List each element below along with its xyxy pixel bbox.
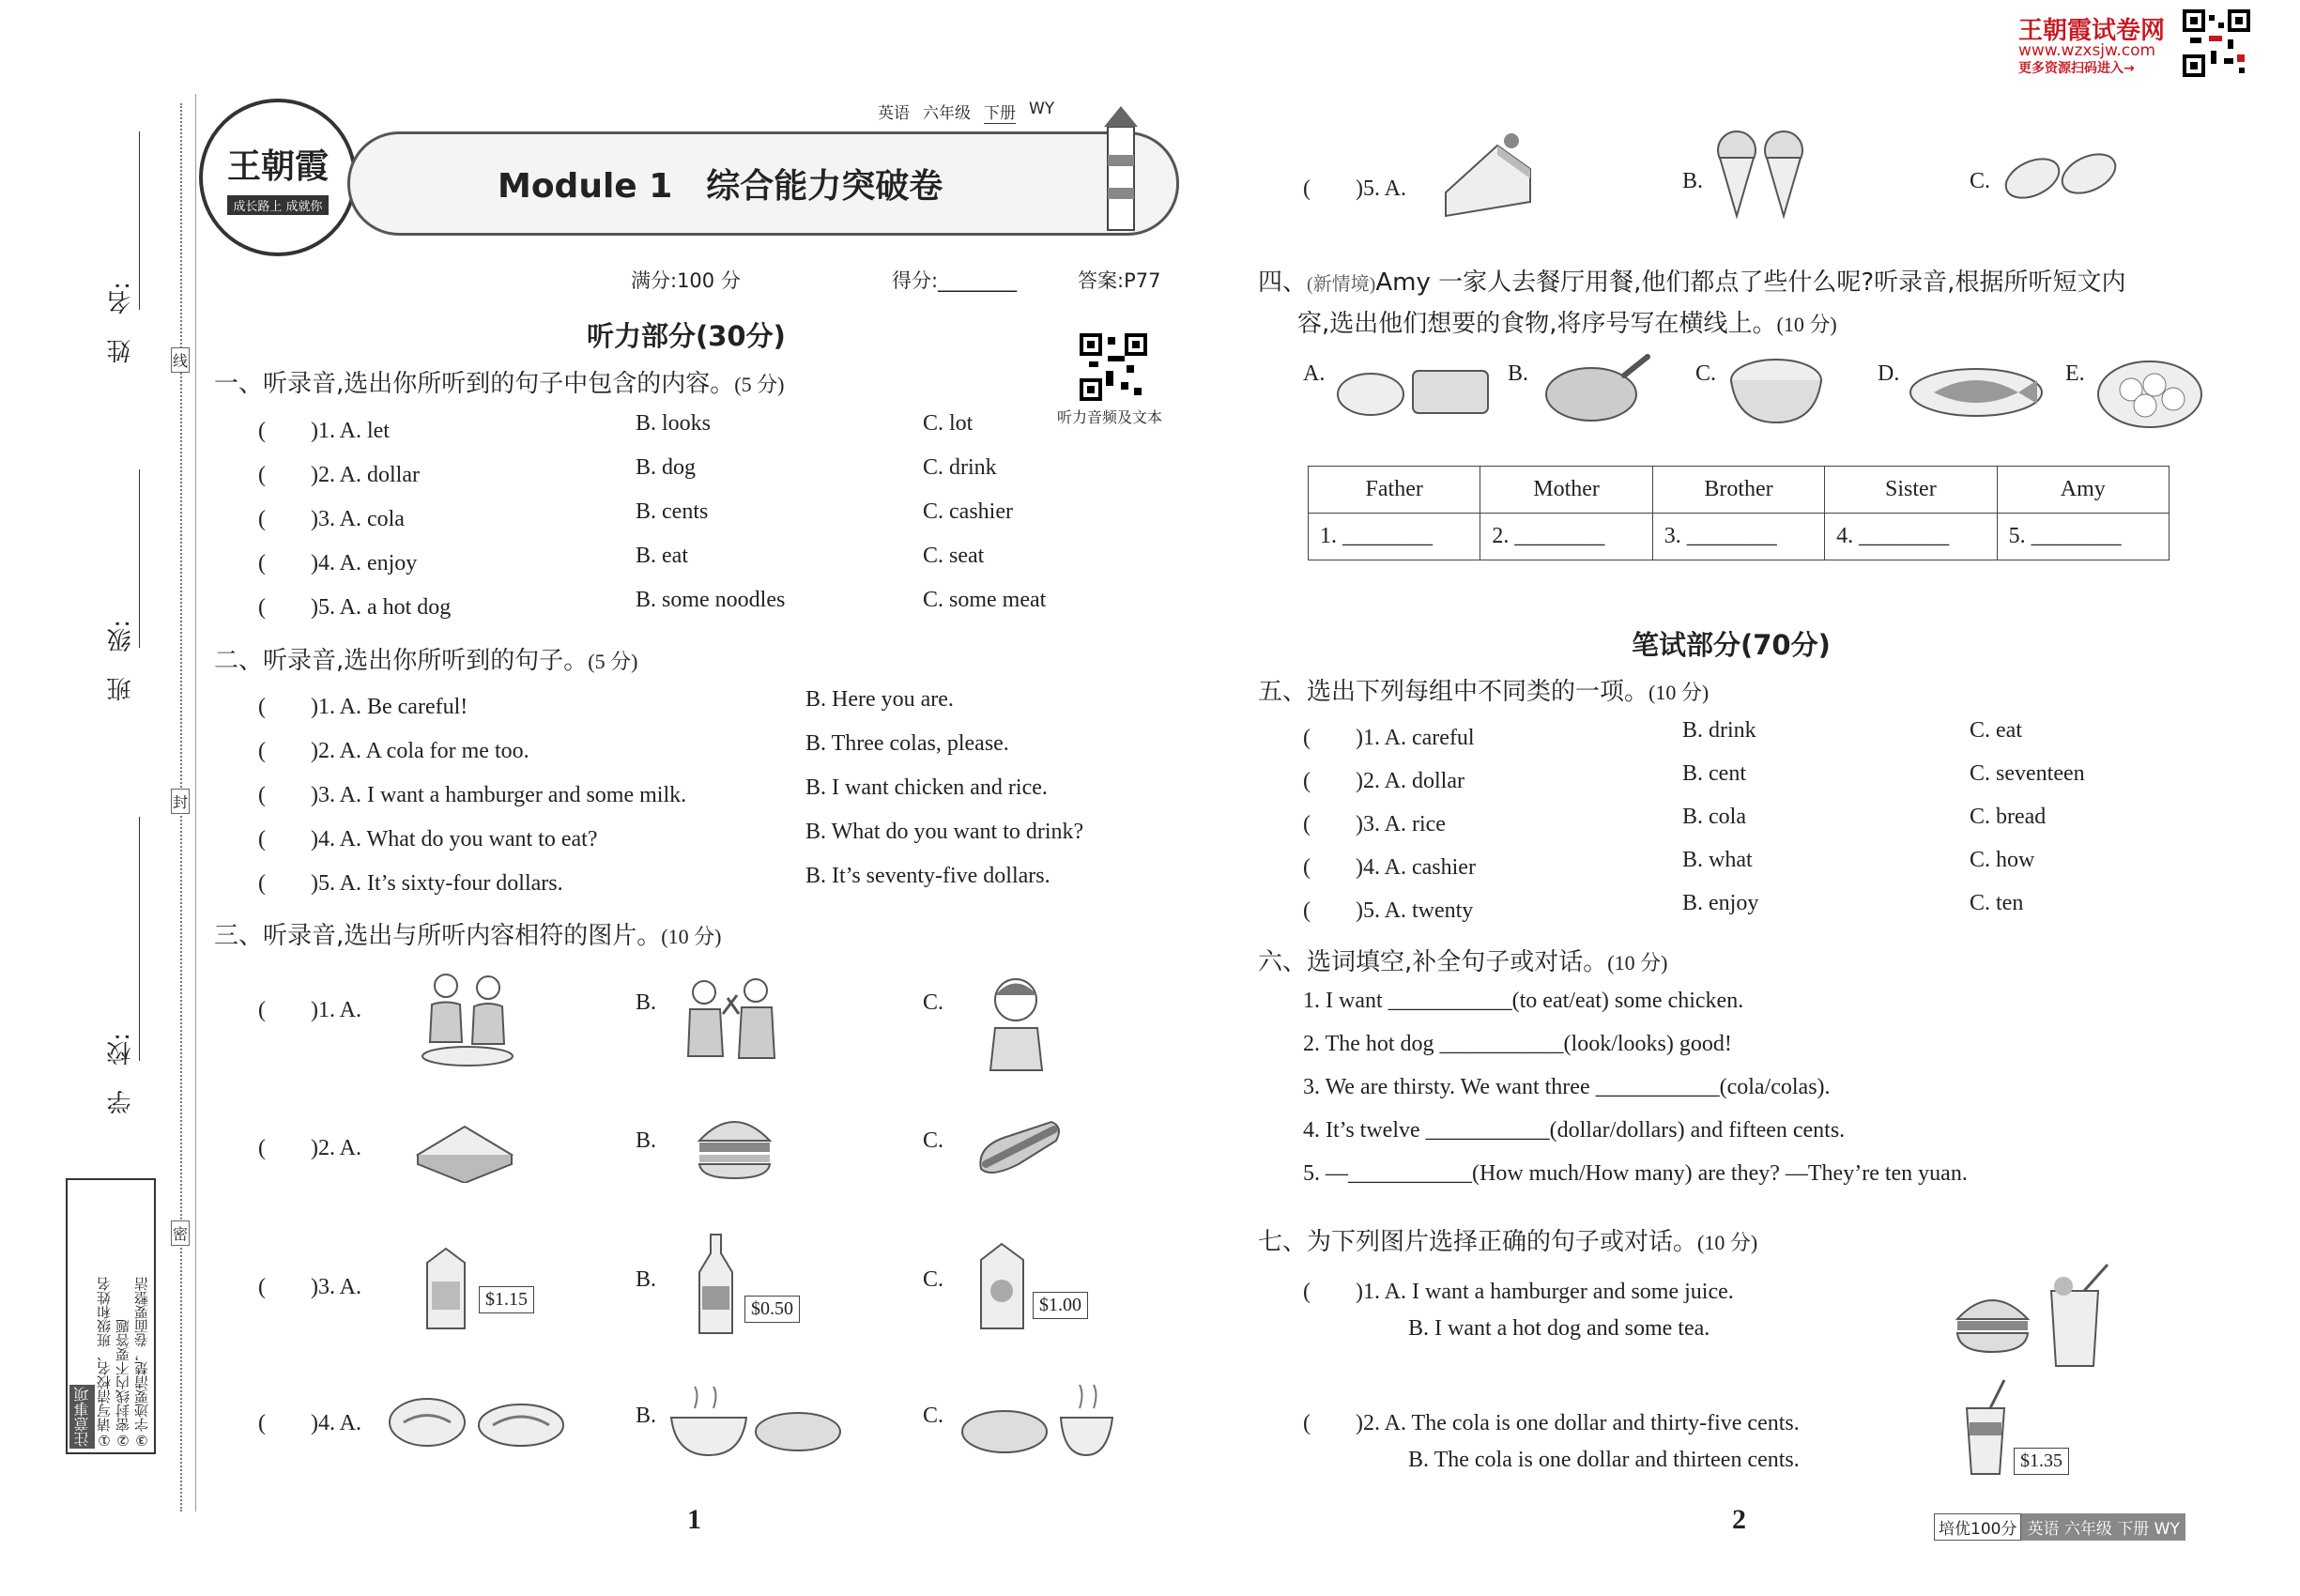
s5-q4-a[interactable]: ( )4. A. cashier — [1303, 855, 1476, 880]
col-amy: Amy — [1997, 467, 2169, 514]
lighthouse-icon — [1080, 99, 1164, 239]
answer-blank-2[interactable]: 2. ________ — [1480, 514, 1652, 560]
price-tag-3: $1.00 — [1033, 1292, 1088, 1319]
answer-ref: 答案:P77 — [1078, 269, 1161, 292]
price-tag-1: $1.15 — [479, 1286, 534, 1313]
pizza-and-noodles-image — [1333, 357, 1493, 422]
col-mother: Mother — [1480, 467, 1652, 514]
s2-q1-a[interactable]: ( )1. A. Be careful! — [258, 695, 468, 719]
milk-carton-image — [422, 1244, 469, 1333]
s3-q2-c: C. — [923, 1128, 944, 1153]
class-blank[interactable] — [139, 469, 140, 648]
hot-dog-image — [972, 1113, 1066, 1183]
new-context-tag: (新情境) — [1307, 274, 1376, 295]
s5-q5-a[interactable]: ( )5. A. twenty — [1303, 898, 1474, 923]
soup-and-fish-image — [667, 1385, 845, 1460]
s6-q4[interactable]: 4. It’s twelve ___________(dollar/dollars) and fifteen cents. — [1303, 1118, 1846, 1143]
s6-q1[interactable]: 1. I want ___________(to eat/eat) some chicken. — [1303, 989, 1744, 1013]
s3-q1-b: B. — [636, 990, 657, 1015]
col-father: Father — [1309, 467, 1480, 514]
audio-qr-caption: 听力音频及文本 — [1057, 410, 1163, 426]
margin-line — [195, 94, 196, 1512]
noodles-and-fish-image — [385, 1389, 573, 1455]
s1-q1-a[interactable]: ( )1. A. let — [258, 419, 390, 443]
s4-choice-c: C. — [1695, 361, 1717, 386]
s7-q1-b: B. I want a hot dog and some tea. — [1408, 1316, 1710, 1341]
s7-q2-b: B. The cola is one dollar and thirteen cents. — [1408, 1448, 1800, 1472]
s1-q1-b: B. looks — [636, 411, 712, 436]
people-eating-image — [413, 967, 521, 1070]
s2-q2-a[interactable]: ( )2. A. A cola for me too. — [258, 739, 529, 763]
s3-q1-c: C. — [923, 990, 944, 1015]
edition-label: WY — [1029, 100, 1055, 118]
s1-q4-c: C. seat — [923, 544, 985, 568]
writing-title: 笔试部分(70分) — [1632, 629, 1831, 661]
s2-q5-a[interactable]: ( )5. A. It’s sixty-four dollars. — [258, 871, 563, 896]
section-6-title: 六、选词填空,补全句子或对话。(10 分) — [1258, 948, 1668, 976]
fish-dish-image — [1906, 357, 2047, 422]
s5-q4-c: C. how — [1970, 848, 2035, 872]
col-brother: Brother — [1652, 467, 1824, 514]
answer-blank-5[interactable]: 5. ________ — [1997, 514, 2169, 560]
s3-q4-c: C. — [923, 1404, 944, 1428]
cola-cup-image — [1962, 1375, 2009, 1479]
s1-q2-a[interactable]: ( )2. A. dollar — [258, 463, 420, 487]
s3-q3-c: C. — [923, 1267, 944, 1292]
s7-q1-a[interactable]: ( )1. A. I want a hamburger and some juice. — [1303, 1280, 1734, 1304]
juice-carton-image — [976, 1239, 1028, 1333]
answer-blank-1[interactable]: 1. ________ — [1309, 514, 1480, 560]
s5-q3-c: C. bread — [1970, 805, 2047, 829]
grade-label: 六年级 — [923, 104, 971, 123]
cut-mark-1: 线 — [171, 347, 190, 373]
people-cheering-image — [671, 972, 793, 1075]
answer-blank-4[interactable]: 4. ________ — [1825, 514, 1997, 560]
s2-q5-b: B. It’s seventy-five dollars. — [805, 864, 1050, 888]
s6-q3[interactable]: 3. We are thirsty. We want three ___________(cola/colas). — [1303, 1075, 1831, 1099]
soup-bowl-image — [1727, 347, 1826, 427]
s1-q5-a[interactable]: ( )5. A. a hot dog — [258, 595, 452, 620]
logo-slogan: 成长路上 成就你 — [227, 195, 328, 215]
footer-badge — [1934, 1513, 2185, 1541]
cola-price-tag: $1.35 — [2014, 1448, 2069, 1475]
s1-q2-b: B. dog — [636, 455, 697, 480]
s7-q2-a[interactable]: ( )2. A. The cola is one dollar and thirty-five cents. — [1303, 1411, 1800, 1435]
hamburger-and-juice-image — [1953, 1263, 2122, 1371]
full-marks: 满分:100 分 — [631, 269, 741, 292]
score-field[interactable]: 得分:________ — [892, 269, 1018, 292]
series-label: 培优100分 — [1934, 1513, 2021, 1541]
s4-choice-b: B. — [1508, 361, 1529, 386]
section-1-title: 一、听录音,选出你所听到的句子中包含的内容。(5 分) — [214, 370, 785, 398]
brand-qr-icon[interactable] — [2183, 9, 2250, 77]
cola-bottle-image — [695, 1230, 737, 1338]
s5-q2-c: C. seventeen — [1970, 761, 2085, 786]
chicken-and-soup-image — [958, 1380, 1117, 1460]
section-7-title: 七、为下列图片选择正确的句子或对话。(10 分) — [1258, 1228, 1758, 1256]
col-sister: Sister — [1825, 467, 1997, 514]
section-5-title: 五、选出下列每组中不同类的一项。(10 分) — [1258, 678, 1710, 706]
sandwich-image — [413, 1117, 516, 1183]
note-1: ①请写清校名、班级和姓名 — [96, 1277, 113, 1449]
section-2-title: 二、听录音,选出你所听到的句子。(5 分) — [214, 647, 638, 675]
s2-q3-a[interactable]: ( )3. A. I want a hamburger and some milk. — [258, 783, 687, 807]
s3-q4-a[interactable]: ( )4. A. — [258, 1411, 361, 1435]
section-3-title: 三、听录音,选出与所听内容相符的图片。(10 分) — [214, 922, 722, 950]
s3-q5-b: B. — [1682, 169, 1704, 193]
s6-q5[interactable]: 5. —___________(How much/How many) are they? —They’re ten yuan. — [1303, 1161, 1968, 1186]
s2-q2-b: B. Three colas, please. — [805, 731, 1009, 756]
s2-q4-a[interactable]: ( )4. A. What do you want to eat? — [258, 827, 598, 852]
s5-q2-a[interactable]: ( )2. A. dollar — [1303, 769, 1464, 793]
page-number-1: 1 — [687, 1504, 701, 1535]
name-blank[interactable] — [139, 131, 140, 310]
s5-q1-b: B. drink — [1682, 718, 1756, 743]
dumplings-image — [2093, 347, 2206, 432]
s5-q1-a[interactable]: ( )1. A. careful — [1303, 726, 1475, 750]
bread-image — [2000, 141, 2122, 207]
listening-title: 听力部分(30分) — [587, 320, 786, 352]
s3-q3-a[interactable]: ( )3. A. — [258, 1275, 361, 1299]
s1-q3-a[interactable]: ( )3. A. cola — [258, 507, 405, 531]
answer-blank-3[interactable]: 3. ________ — [1652, 514, 1824, 560]
s3-q1-a[interactable]: ( )1. A. — [258, 998, 361, 1022]
s3-q3-b: B. — [636, 1267, 657, 1292]
cake-image — [1441, 127, 1535, 221]
school-blank[interactable] — [139, 817, 140, 1061]
brand-name: 王朝霞试卷网 — [2018, 17, 2166, 45]
s1-q1-c: C. lot — [923, 411, 974, 436]
term-label: 下册 — [984, 100, 1016, 124]
s1-q4-b: B. eat — [636, 544, 688, 568]
s5-q5-b: B. enjoy — [1682, 891, 1759, 915]
s6-q2[interactable]: 2. The hot dog ___________(look/looks) good! — [1303, 1032, 1732, 1056]
note-3: ③字迹要清楚，卷面要整洁 — [133, 1277, 150, 1449]
s5-q3-a[interactable]: ( )3. A. rice — [1303, 812, 1446, 836]
subject-label: 英语 — [878, 104, 910, 123]
note-2: ②密封线内不要答题 — [115, 1319, 131, 1449]
s1-q5-c: C. some meat — [923, 588, 1047, 612]
s4-choice-e: E. — [2065, 361, 2085, 386]
s3-q2-a[interactable]: ( )2. A. — [258, 1136, 361, 1160]
notes-title: 注意事项 — [69, 1385, 95, 1449]
s5-q3-b: B. cola — [1682, 805, 1746, 829]
s5-q4-b: B. what — [1682, 848, 1753, 872]
logo-text: 王朝霞 — [226, 147, 329, 186]
series-tag: 英语 六年级 下册 WY — [2021, 1513, 2185, 1541]
s5-q1-c: C. eat — [1970, 718, 2022, 743]
brand-logo — [199, 99, 357, 256]
binding-margin — [0, 0, 197, 1596]
cut-mark-2: 封 — [171, 789, 190, 814]
roast-chicken-image — [1540, 347, 1652, 427]
s5-q2-b: B. cent — [1682, 761, 1746, 786]
s1-q3-b: B. cents — [636, 499, 709, 524]
page-number-2: 2 — [1732, 1504, 1746, 1535]
brand-url[interactable]: www.wzxsjw.com — [2018, 41, 2156, 60]
s3-q2-b: B. — [636, 1128, 657, 1153]
s1-q3-c: C. cashier — [923, 499, 1013, 524]
s1-q2-c: C. drink — [923, 455, 997, 480]
s2-q4-b: B. What do you want to drink? — [805, 820, 1084, 844]
girl-thinking-image — [981, 972, 1051, 1075]
section-4-title: 四、(新情境)Amy 一家人去餐厅用餐,他们都点了些什么呢?听录音,根据所听短文内 — [1258, 269, 2126, 297]
brand-more: 更多资源扫码进入→ — [2018, 61, 2135, 76]
audio-qr-icon[interactable] — [1080, 333, 1147, 401]
s4-choice-a: A. — [1303, 361, 1326, 386]
page-title: Module 1 综合能力突破卷 — [498, 167, 943, 206]
s2-q3-b: B. I want chicken and rice. — [805, 775, 1048, 800]
hamburger-image — [695, 1108, 774, 1183]
class-label: 班 级: — [107, 620, 135, 701]
order-table — [1308, 466, 2170, 560]
s3-q5-c: C. — [1970, 169, 1991, 193]
s3-q5-a[interactable]: ( )5. A. — [1303, 176, 1406, 201]
s1-q4-a[interactable]: ( )4. A. enjoy — [258, 551, 418, 575]
notes-box — [66, 1178, 156, 1454]
school-label: 学 校: — [107, 1033, 135, 1114]
name-label: 姓 名: — [107, 282, 135, 363]
s1-q5-b: B. some noodles — [636, 588, 786, 612]
s4-choice-d: D. — [1878, 361, 1900, 386]
ice-cream-image — [1709, 122, 1812, 225]
s2-q1-b: B. Here you are. — [805, 687, 954, 712]
s3-q4-b: B. — [636, 1404, 657, 1428]
section-4-title-2: 容,选出他们想要的食物,将序号写在横线上。(10 分) — [1297, 310, 1837, 338]
cut-mark-3: 密 — [171, 1220, 190, 1246]
subject-info — [878, 100, 1054, 124]
price-tag-2: $0.50 — [744, 1296, 800, 1323]
s5-q5-c: C. ten — [1970, 891, 2024, 915]
